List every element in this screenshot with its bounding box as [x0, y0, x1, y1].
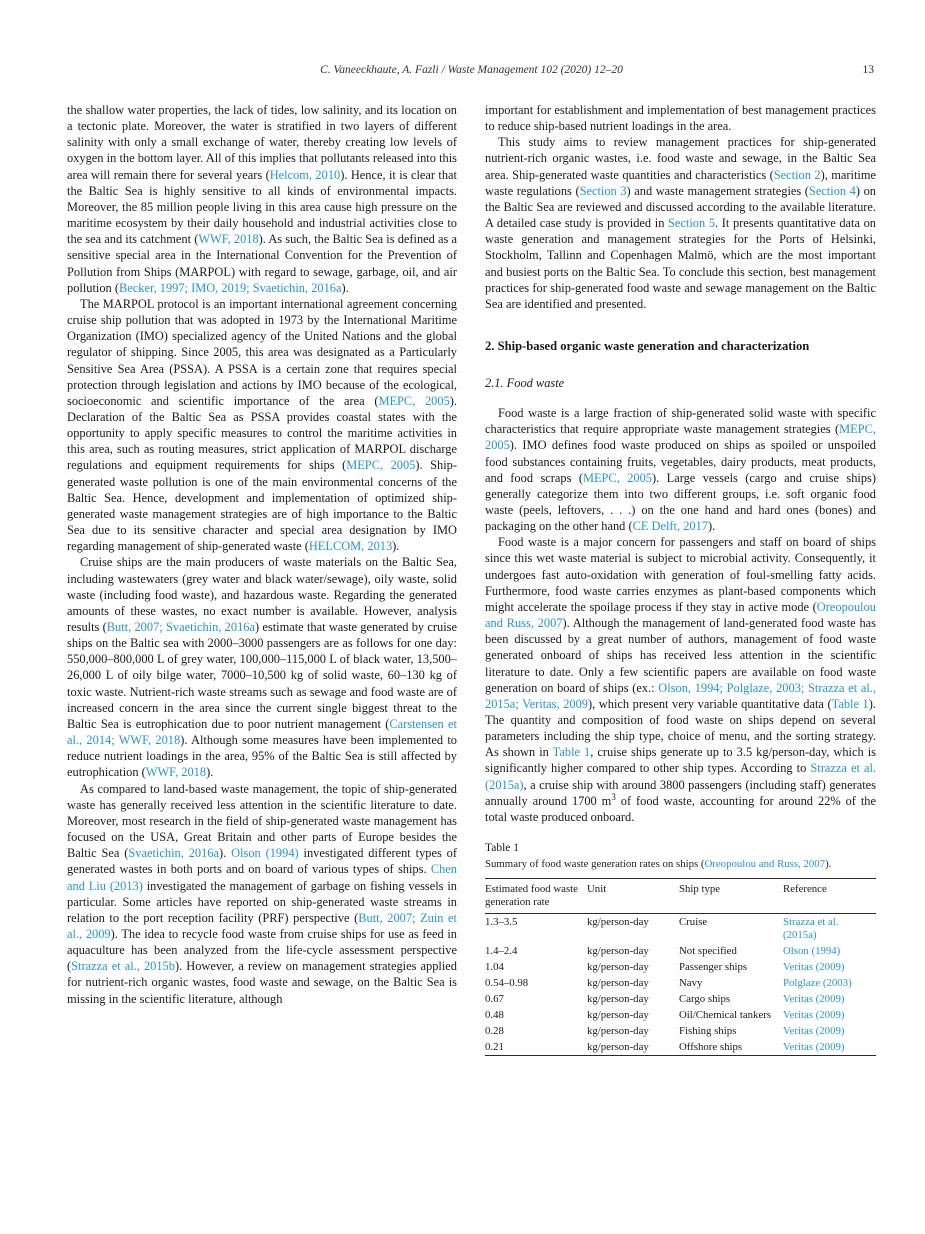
page-number: 13 — [862, 64, 874, 76]
table-header-row — [485, 879, 876, 914]
column-header: Unit — [587, 883, 607, 896]
citation-link[interactable]: Veritas (2009) — [783, 960, 845, 973]
citation-link[interactable]: Veritas (2009) — [783, 992, 845, 1005]
citation-link[interactable]: WWF, 2018 — [145, 765, 207, 780]
cell-unit: kg/person-day — [587, 1040, 649, 1053]
table-body — [485, 914, 876, 1056]
section-heading: 2. Ship-based organic waste generation and characterization — [485, 339, 810, 354]
cell-rate: 0.48 — [485, 1008, 504, 1021]
cell-ship-type: Cargo ships — [679, 992, 731, 1005]
cell-unit: kg/person-day — [587, 976, 649, 989]
paragraph: Cruise ships are the main producers of waste materials on the Baltic Sea, including wastewaters (grey water and black water/sewage), oily waste, solid waste (including food waste), and hazardous waste. Regarding the generated amounts of these wastes, no exact number is available. However, analysis results (Butt, 2007; Svaetichin, 2016a) estimate that waste generated by cruise ships on the Baltic sea with 2000–3000 passengers are as follows for one day: 550,000–800,000 L of grey water, 100,000–115,000 L of black water, 13,500–26,000 L of oily bilge water, 7000–10,500 kg of solid waste, 60–130 kg of toxic waste. Nutrient-rich waste streams such as sewage and food waste are of increased concern in the area since the current single biggest threat to the Baltic Sea is eutrophication due to poor nutrient management (Carstensen et al., 2014; WWF, 2018). Although some measures have been implemented to reduce nutrient loadings in the area, 95% of the Baltic Sea is still affected by eutrophication (WWF, 2018). — [67, 555, 457, 780]
citation-link[interactable]: Olson (1994) — [783, 944, 841, 957]
intro-paragraphs — [485, 102, 876, 312]
column-header: Ship type — [679, 883, 721, 896]
paragraph: The MARPOL protocol is an important international agreement concerning cruise ship pollution that was adopted in 1973 by the International Maritime Organization (IMO) specialized agency of the United Nations and the global regulator of shipping. Since 2005, this area was designated as a Particularly Sensitive Sea Area (PSSA). A PSSA is a certain zone that requires special protection through legislation and actions by IMO because of the ecological, socioeconomic and scientific importance of the area (MEPC, 2005). Declaration of the Baltic Sea as PSSA provides coastal states with the opportunity to apply specific measures to control the maritime activities in this area, such as routing measures, strict application of MARPOL discharge regulations and equipment requirements for ships (MEPC, 2005). Ship-generated waste pollution is one of the main environmental concerns of the Baltic Sea. Hence, development and implementation of optimized ship-generated waste management strategies are of high importance to the Baltic Sea due to its sensitive character and special area designation by IMO regarding management of ship-generated waste (HELCOM, 2013). — [67, 296, 458, 554]
paragraph: As compared to land-based waste management, the topic of ship-generated waste has generally received less attention in the scientific literature to date. Moreover, most research in the field of ship-generated waste management has focused on the USA, Great Britain and other parts of Europe besides the Baltic Sea (Svaetichin, 2016a). Olson (1994) investigated different types of generated wastes in both ports and on board of various types of ships. Chen and Liu (2013) investigated the management of garbage on fishing vessels in particular. Some articles have reported on ship-generated waste streams in relation to the port reception facility (PRF) perspective (Butt, 2007; Zuin et al., 2009). The idea to recycle food waste from cruise ships for use as feed in aquaculture has been analyzed from the life-cycle assessment perspective (Strazza et al., 2015b). However, a review on management strategies applied for nutrient-rich organic wastes, food waste and sewage, on the Baltic Sea is missing in the scientific literature, although — [67, 781, 457, 1006]
running-title: C. Vaneeckhaute, A. Fazli / Waste Management 102 (2020) 12–20 — [320, 64, 623, 76]
cell-reference — [783, 943, 876, 959]
cell-reference — [783, 914, 876, 944]
table-1-block — [485, 841, 876, 1056]
cell-ship-type: Offshore ships — [679, 1040, 743, 1053]
cell-ship-type: Cruise — [679, 915, 708, 928]
citation-link[interactable]: Section 5 — [668, 216, 716, 231]
column-header: Estimated food waste generation rate — [485, 883, 578, 909]
cell-rate: 1.4–2.4 — [485, 944, 518, 957]
citation-link[interactable]: Strazza et al. (2015a) — [783, 915, 839, 941]
cell-rate: 1.3–3.5 — [485, 915, 518, 928]
cell-ship-type: Passenger ships — [679, 960, 748, 973]
cell-ship-type: Fishing ships — [679, 1024, 737, 1037]
citation-link[interactable]: Section 2 — [773, 167, 821, 182]
table-row — [485, 1007, 876, 1023]
citation-link[interactable]: CE Delft, 2017 — [632, 519, 708, 534]
citation-link[interactable]: Svaetichin, 2016a — [128, 846, 219, 861]
food-waste-table — [485, 878, 876, 1056]
table-row — [485, 1039, 876, 1056]
cell-rate: 0.54–0.98 — [485, 976, 529, 989]
paragraph: the shallow water properties, the lack of tides, low salinity, and its location on a tectonic plate. Moreover, the water is stratified in two layers of different salinity with only a small exchange of water, thereby creating low levels of oxygen in the bottom layer. All of this implies that pollutants released into this area will remain there for several years (Helcom, 2010). Hence, it is clear that the Baltic Sea is highly sensitive to all kinds of environmental impacts. Moreover, the 85 million people living in this area cause high pressure on the maritime ecosystem by their daily household and industrial activities close to the sea and its catchment (WWF, 2018). As such, the Baltic Sea is defined as a sensitive special area in the International Convention for the Prevention of Pollution from Ships (MARPOL) with regard to sewage, garbage, oil, and air pollution (Becker, 1997; IMO, 2019; Svaetichin, 2016a). — [67, 103, 457, 295]
citation-link[interactable]: Helcom, 2010 — [269, 167, 341, 182]
cell-rate: 0.21 — [485, 1040, 504, 1053]
paragraph: This study aims to review management practices for ship-generated nutrient-rich organic wastes, i.e. food waste and sewage, in the Baltic Sea area. Ship-generated waste quantities and characteristics (Section 2), maritime waste regulations (Section 3) and waste management strategies (Section 4) on the Baltic Sea are reviewed and discussed according to the available literature. A detailed case study is provided in Section 5. It presents quantitative data on waste generation and management strategies for the Ports of Helsinki, Stockholm, Tallinn and Copenhagen Malmö, which are the most important and busiest ports on the Baltic Sea. To conclude this section, best management practices for ship-generated food waste and sewage management on the Baltic Sea are identified and presented. — [485, 135, 876, 311]
citation-link[interactable]: Table 1 — [552, 745, 591, 760]
citation-link[interactable]: Olson (1994) — [231, 846, 299, 861]
citation-link[interactable]: Veritas (2009) — [783, 1040, 845, 1053]
citation-link[interactable]: WWF, 2018 — [198, 232, 259, 247]
citation-link[interactable]: Section 4 — [808, 183, 856, 198]
column-header: Reference — [783, 883, 827, 896]
left-column — [67, 102, 457, 1056]
table-row — [485, 975, 876, 991]
citation-link[interactable]: Polglaze (2003) — [783, 976, 852, 989]
subsection-heading: 2.1. Food waste — [485, 376, 565, 391]
citation-link[interactable]: MEPC, 2005 — [582, 470, 652, 485]
cell-unit: kg/person-day — [587, 1024, 649, 1037]
page-header — [67, 64, 876, 80]
superscript: 3 — [611, 791, 616, 802]
cell-rate: 0.28 — [485, 1024, 504, 1037]
cell-unit: kg/person-day — [587, 992, 649, 1005]
paragraph: Food waste is a large fraction of ship-generated solid waste with specific characteristics that require appropriate waste management strategies (MEPC, 2005). IMO defines food waste produced on ships as spoiled or unspoiled food substances containing fruits, vegetables, dairy products, meat products, and food scraps (MEPC, 2005). Large vessels (cargo and cruise ships) generally categorize them into two different groups, i.e. soft organic food waste (peels, leftovers, . . .) on the one hand and hard ones (bones) and packaging on the other hand (CE Delft, 2017). — [485, 406, 876, 534]
cell-rate: 0.67 — [485, 992, 504, 1005]
table-row — [485, 914, 876, 944]
two-column-layout — [67, 102, 876, 1056]
cell-reference — [783, 1007, 876, 1023]
citation-link[interactable]: Strazza et al. (2015a) — [485, 761, 877, 792]
cell-reference — [783, 1039, 876, 1056]
cell-reference — [783, 959, 876, 975]
right-column — [485, 102, 876, 1056]
cell-unit: kg/person-day — [587, 915, 649, 928]
citation-link[interactable]: Olson, 1994; Polglaze, 2003; Strazza et al., 2015a; Veritas, 2009 — [485, 680, 876, 711]
cell-reference — [783, 975, 876, 991]
cell-unit: kg/person-day — [587, 960, 649, 973]
citation-link[interactable]: MEPC, 2005 — [485, 422, 876, 453]
cell-ship-type: Not specified — [679, 944, 737, 957]
table-row — [485, 959, 876, 975]
citation-link[interactable]: Veritas (2009) — [783, 1024, 845, 1037]
citation-link[interactable]: Oreopoulou and Russ, 2007 — [704, 858, 826, 871]
citation-link[interactable]: Carstensen et al., 2014; WWF, 2018 — [67, 716, 457, 748]
table-row — [485, 943, 876, 959]
cell-ship-type: Navy — [679, 976, 703, 989]
paragraph: Food waste is a major concern for passengers and staff on board of ships since this wet waste material is subject to microbial activity. Consequently, it undergoes fast auto-oxidation with generation of foul-smelling fatty acids. Furthermore, food waste carries enzymes as plant-based components which might accelerate the spoilage process if they stay in active mode (Oreopoulou and Russ, 2007). Although the management of land-generated food waste has been discussed by a great number of authors, management of food waste generated onboard of ships has received less attention in the scientific literature to date. Only a few scientific papers are available on food waste generation on board of ships (ex.: Olson, 1994; Polglaze, 2003; Strazza et al., 2015a; Veritas, 2009), which present very variable quantitative data (Table 1). The quantity and composition of food waste on ships depend on several parameters including the ship type, choice of menu, and the sorting strategy. As shown in Table 1, cruise ships generate up to 3.5 kg/person-day, which is significantly higher compared to other ship types. According to Strazza et al. (2015a), a cruise ship with around 3800 passengers (including staff) generates annually around 1700 $m^3$ of food waste, accounting for around 22% of the total waste produced onboard. — [485, 535, 877, 824]
cell-unit: kg/person-day — [587, 944, 649, 957]
paragraph: important for establishment and implementation of best management practices to reduce ship-based nutrient loadings in the area. — [485, 103, 876, 134]
body-paragraphs — [485, 405, 876, 825]
citation-link[interactable]: Section 3 — [579, 183, 627, 198]
table-row — [485, 1023, 876, 1039]
cell-rate: 1.04 — [485, 960, 504, 973]
citation-link[interactable]: Table 1 — [831, 696, 869, 711]
table-caption: Summary of food waste generation rates on ships (Oreopoulou and Russ, 2007). — [485, 858, 832, 871]
citation-link[interactable]: Strazza et al., 2015b — [71, 959, 175, 974]
citation-link[interactable]: Butt, 2007; Zuin et al., 2009 — [67, 910, 457, 941]
cell-reference — [783, 1023, 876, 1039]
cell-reference — [783, 991, 876, 1007]
citation-link[interactable]: Oreopoulou and Russ, 2007 — [485, 599, 876, 631]
table-row — [485, 991, 876, 1007]
citation-link[interactable]: Becker, 1997; IMO, 2019; Svaetichin, 2016a — [118, 280, 342, 295]
citation-link[interactable]: Butt, 2007; Svaetichin, 2016a — [106, 620, 255, 634]
citation-link[interactable]: HELCOM, 2013 — [308, 539, 393, 554]
citation-link[interactable]: MEPC, 2005 — [378, 393, 450, 408]
cell-unit: kg/person-day — [587, 1008, 649, 1021]
citation-link[interactable]: Chen and Liu (2013) — [67, 862, 457, 893]
citation-link[interactable]: Veritas (2009) — [783, 1008, 845, 1021]
table-label: Table 1 — [485, 842, 520, 855]
cell-ship-type: Oil/Chemical tankers — [679, 1008, 772, 1021]
citation-link[interactable]: MEPC, 2005 — [346, 458, 416, 473]
table-head — [485, 879, 876, 914]
